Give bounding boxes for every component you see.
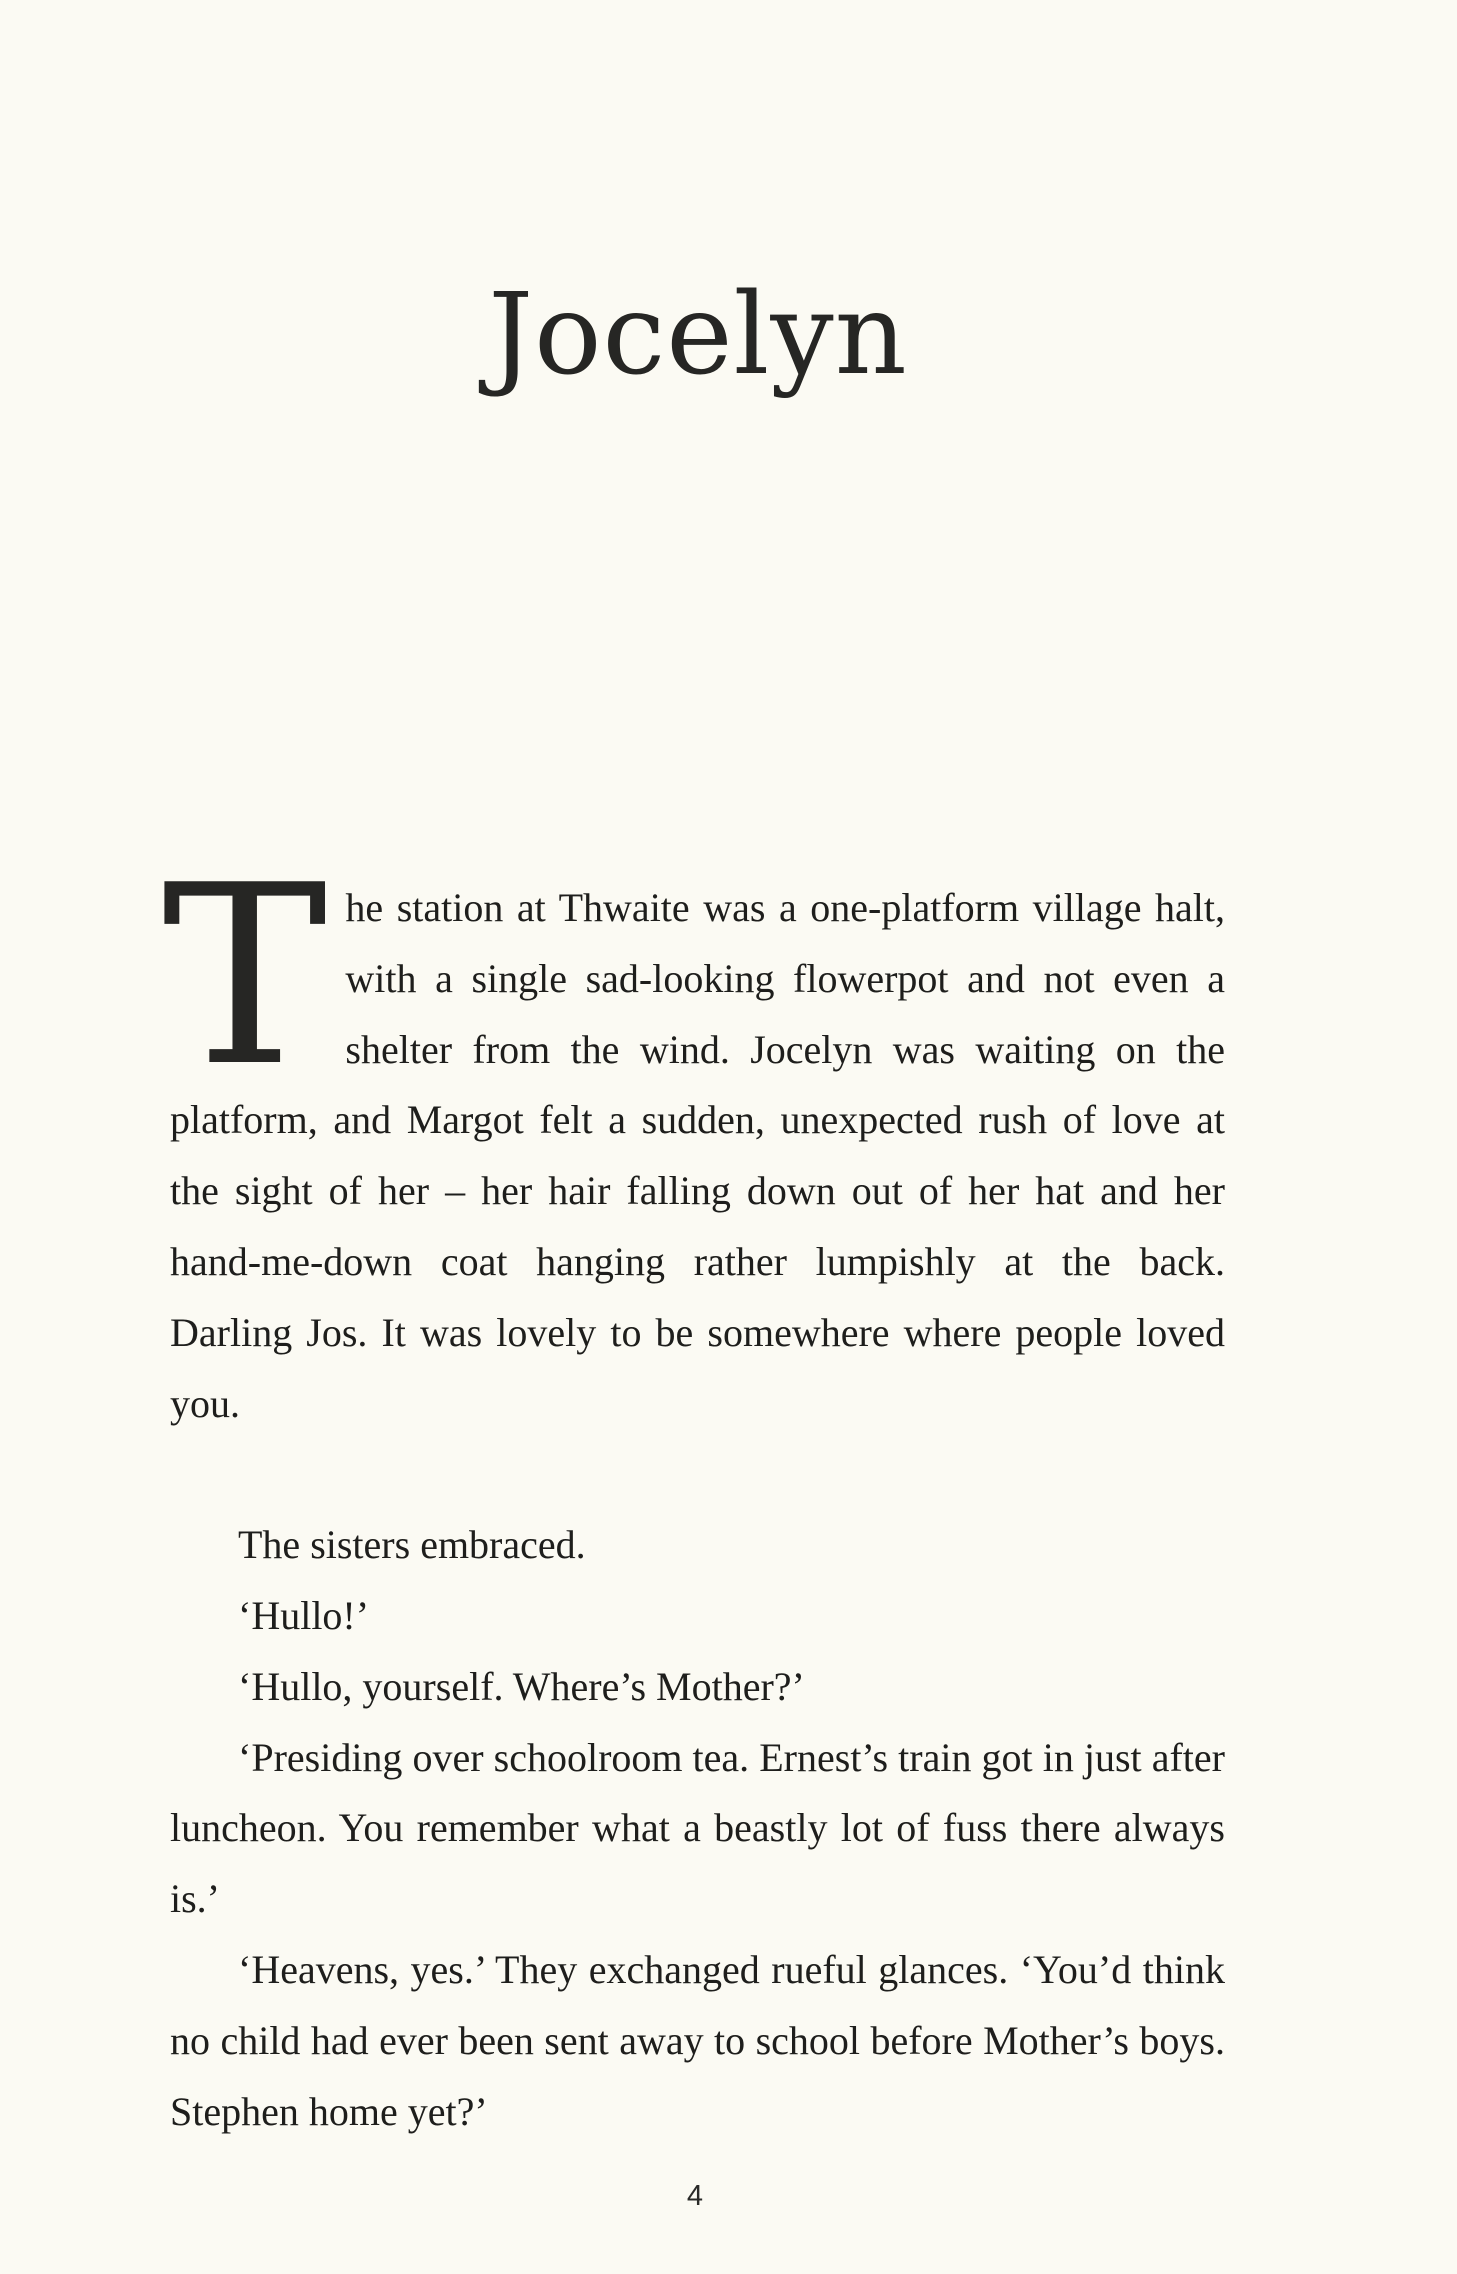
page-number: 4 xyxy=(686,2180,704,2212)
drop-cap: T xyxy=(162,833,328,1121)
paragraph-6: ‘Heavens, yes.’ They exchanged rueful glances. ‘You’d think no child had ever been sent away to school before Mother’s boys. Stephen home yet?’ xyxy=(170,1946,1225,2134)
chapter-title: Jocelyn xyxy=(488,270,908,400)
paragraph-3: ‘Hullo!’ xyxy=(238,1592,370,1638)
paragraph-2: The sisters embraced. xyxy=(238,1522,586,1568)
paragraph-4: ‘Hullo, yourself. Where’s Mother?’ xyxy=(238,1663,805,1709)
paragraph-1 xyxy=(162,833,1225,1510)
paragraph-5: ‘Presiding over schoolroom tea. Ernest’s train got in just after luncheon. You remember what a beastly lot of fuss there always is.’ xyxy=(170,1734,1225,1922)
paragraph-1-text: he station at Thwaite was a one-platform village halt, with a single sad-looking flowerpot and not even a shelter from the wind. Jocelyn was waiting on the platform, and Margot felt a sudden, unexpected rush of love at the sight of her – her hair falling down out of her hat and her hand-me-down coat hanging rather lumpishly at the back. Darling Jos. It was lovely to be somewhere where people loved you. xyxy=(170,885,1225,1426)
body-text xyxy=(162,833,1225,2147)
